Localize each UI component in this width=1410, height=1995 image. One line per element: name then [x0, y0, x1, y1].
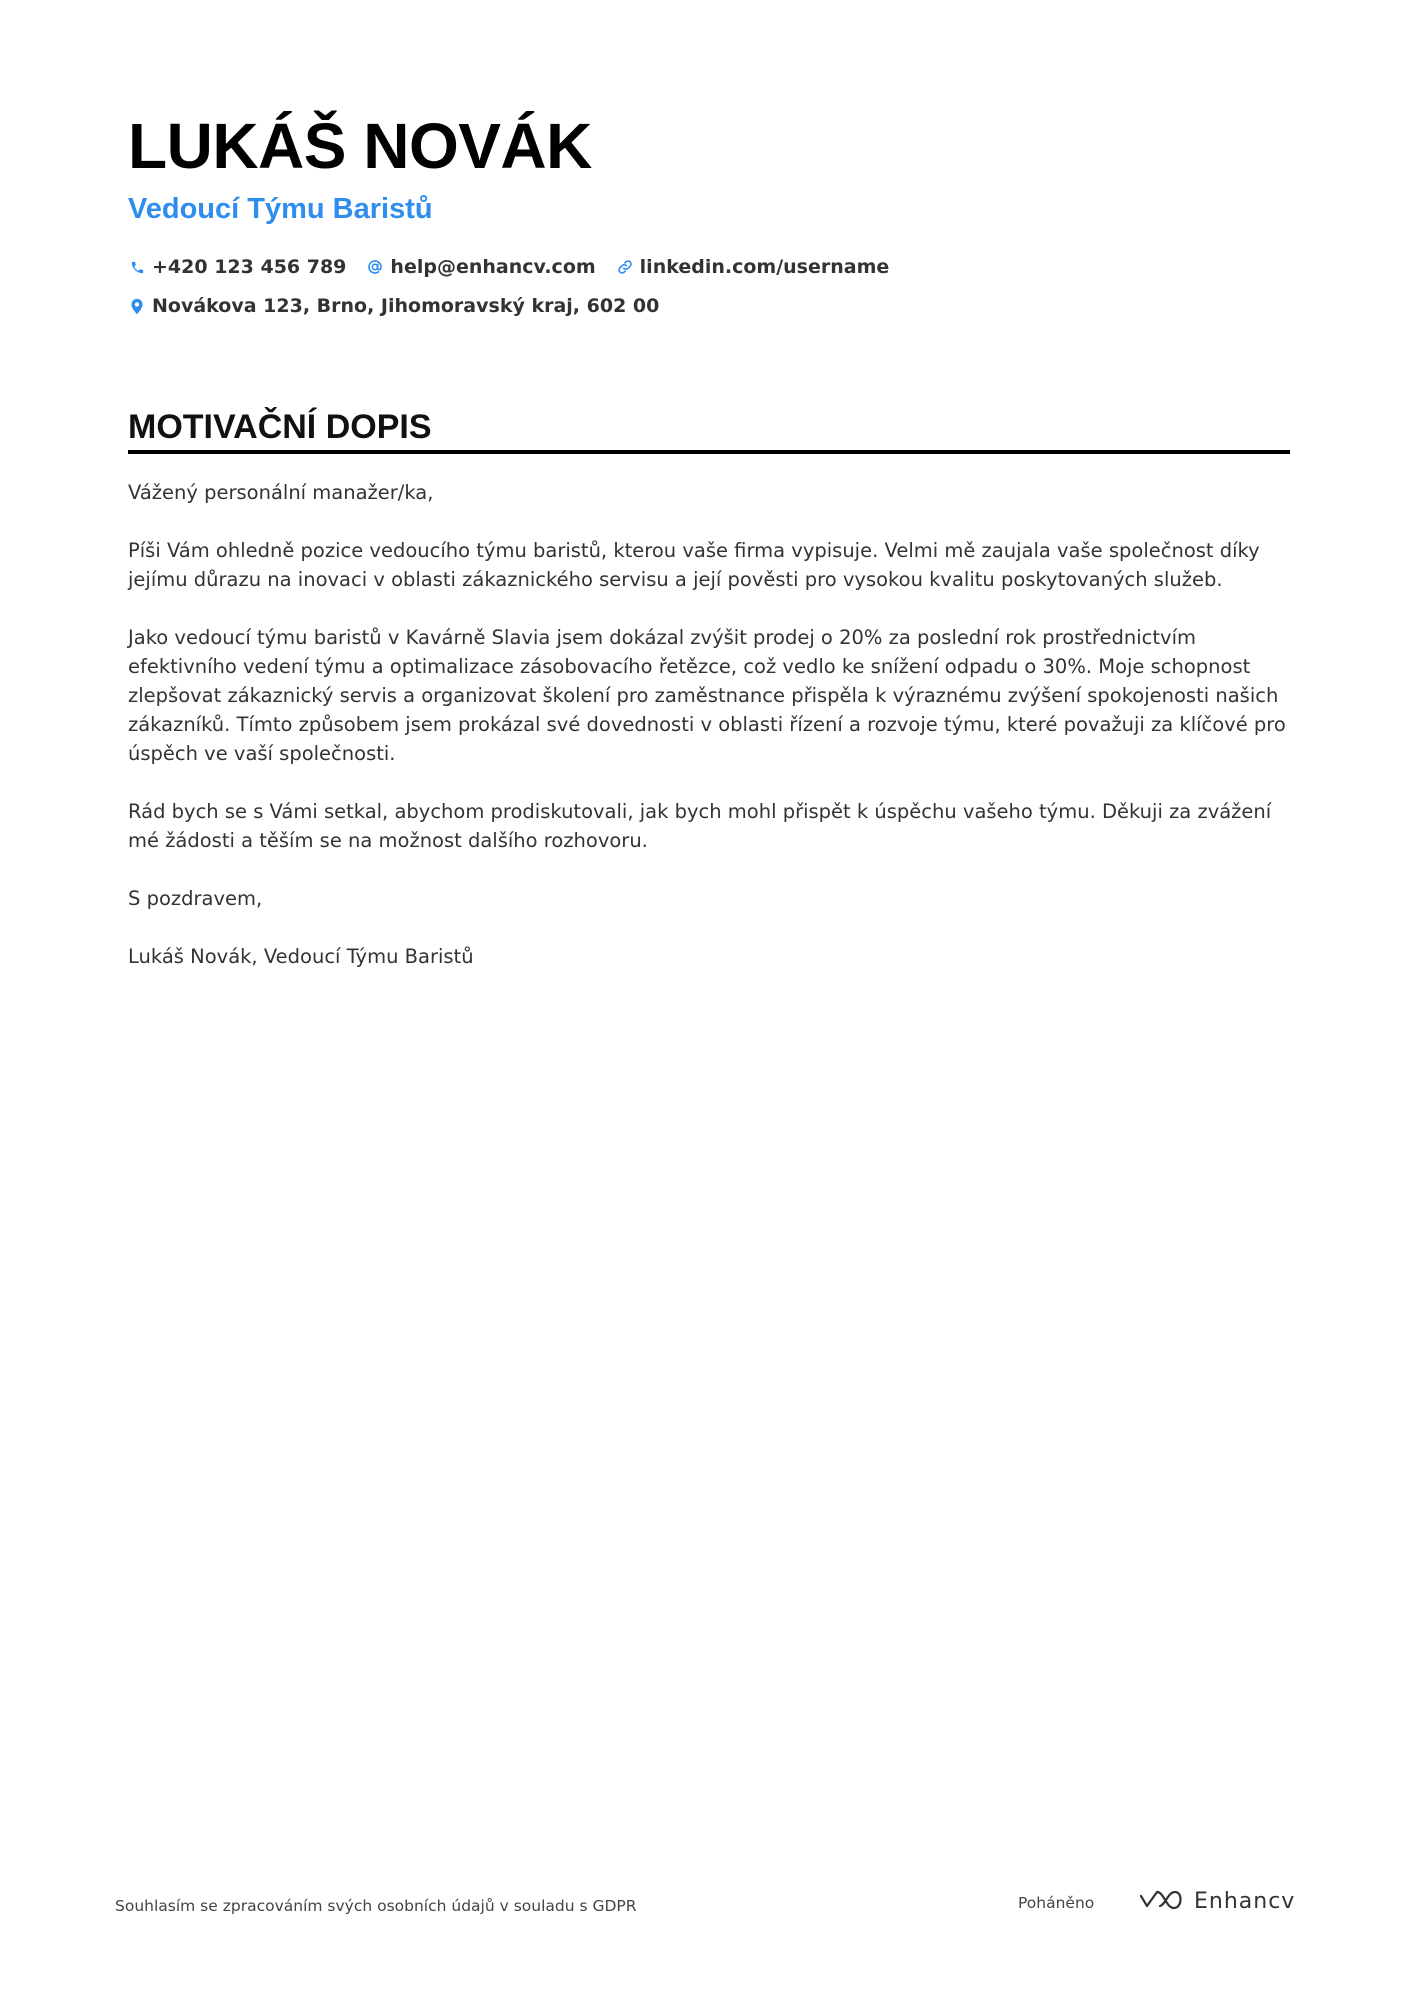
brand-logo[interactable] — [1138, 1888, 1295, 1916]
letter-closing: S pozdravem, — [128, 887, 263, 910]
letter-salutation: Vážený personální manažer/ka, — [128, 481, 434, 504]
address-text: Novákova 123, Brno, Jihomoravský kraj, 602 00 — [152, 295, 660, 317]
email-text: help@enhancv.com — [390, 256, 596, 278]
contact-address — [128, 292, 659, 320]
letter-paragraph: Píši Vám ohledně pozice vedoucího týmu baristů, kterou vaše firma vypisuje. Velmi mě zaujala vaše společnost díky jejímu důrazu na inovaci v oblasti zákaznického servisu a její pověsti pro vysokou kvalitu poskytovaných služeb. — [128, 539, 1260, 591]
contact-row-primary — [128, 253, 909, 281]
contact-row-secondary — [128, 292, 679, 320]
applicant-name: LUKÁŠ NOVÁK — [128, 110, 592, 182]
gdpr-consent: Souhlasím se zpracováním svých osobních údajů v souladu s GDPR — [115, 1897, 637, 1915]
contact-linkedin[interactable] — [616, 253, 890, 281]
at-icon — [366, 258, 384, 276]
applicant-role: Vedoucí Týmu Baristů — [128, 193, 433, 225]
enhancv-logo-icon — [1138, 1888, 1186, 1916]
phone-icon — [128, 258, 146, 276]
contact-email[interactable] — [366, 253, 595, 281]
powered-by-label: Poháněno — [1018, 1894, 1095, 1912]
linkedin-text: linkedin.com/username — [639, 256, 890, 278]
section-title: MOTIVAČNÍ DOPIS — [128, 408, 432, 446]
letter-paragraph: Jako vedoucí týmu baristů v Kavárně Slavia jsem dokázal zvýšit prodej o 20% za poslední rok prostřednictvím efektivního vedení týmu a optimalizace zásobovacího řetězce, což vedlo ke snížení odpadu o 30%. Moje schopnost zlepšovat zákaznický servis a organizovat školení pro zaměstnance přispěla k výraznému zvýšení spokojenosti našich zákazníků. Tímto způsobem jsem prokázal své dovednosti v oblasti řízení a rozvoje týmu, které považuji za klíčové pro úspěch ve vaší společnosti. — [128, 626, 1286, 765]
contact-phone — [128, 253, 346, 281]
letter-paragraph: Rád bych se s Vámi setkal, abychom prodiskutovali, jak bych mohl přispět k úspěchu vašeho týmu. Děkuji za zvážení mé žádosti a těším se na možnost dalšího rozhovoru. — [128, 800, 1272, 852]
letter-signature: Lukáš Novák, Vedoucí Týmu Baristů — [128, 945, 474, 968]
link-icon — [616, 258, 634, 276]
phone-text: +420 123 456 789 — [152, 256, 347, 278]
location-pin-icon — [128, 297, 146, 315]
brand-name: Enhancv — [1194, 1889, 1296, 1914]
letter-body — [128, 478, 1290, 1000]
section-divider — [128, 450, 1290, 454]
